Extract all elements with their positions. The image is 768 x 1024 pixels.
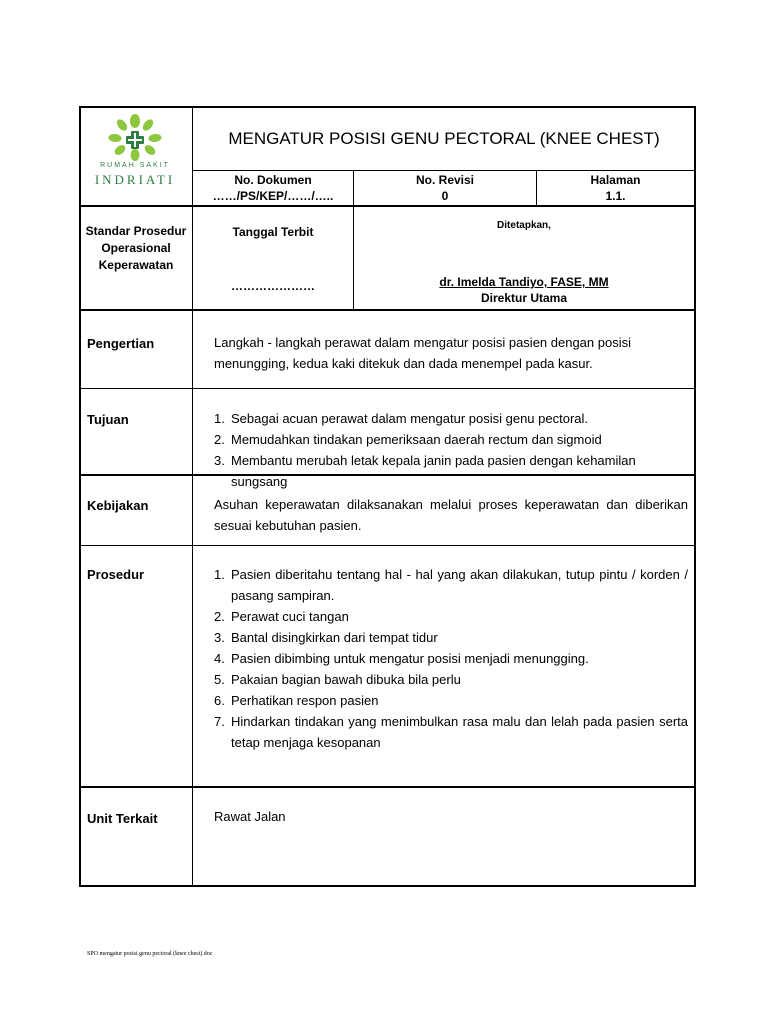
tujuan-item-number: 1. [214,411,225,426]
tujuan-item-text: Membantu merubah letak kepala janin pada pasien dengan kehamilan sungsang [231,453,636,489]
prosedur-item-text: Hindarkan tindakan yang menimbulkan rasa malu dan lelah pada pasien serta tetap menjaga kesopanan [231,714,688,750]
tanggal-terbit-label: Tanggal Terbit [232,225,314,239]
prosedur-item [214,564,688,606]
table-column-divider [192,106,193,887]
prosedur-item [214,690,688,711]
pengertian-row-divider [79,388,696,389]
tujuan-item-text: Memudahkan tindakan pemeriksaan daerah rectum dan sigmoid [231,432,602,447]
tujuan-item [214,408,688,429]
prosedur-item [214,627,688,648]
prosedur-item-number: 7. [214,714,225,729]
prosedur-list [214,564,688,753]
prosedur-item-text: Pakaian bagian bawah dibuka bila perlu [231,672,461,687]
kebijakan-label: Kebijakan [87,498,149,513]
prosedur-item-number: 2. [214,609,225,624]
unit-terkait-label: Unit Terkait [87,811,158,826]
no-revisi-cell [354,170,536,206]
tujuan-label: Tujuan [87,412,129,427]
prosedur-item-number: 6. [214,693,225,708]
table-border-right [694,106,696,887]
tujuan-item-number: 3. [214,453,225,468]
halaman-cell [537,170,694,206]
document-title: MENGATUR POSISI GENU PECTORAL (KNEE CHEST) [228,129,660,148]
prosedur-item-number: 4. [214,651,225,666]
no-revisi-label: No. Revisi [415,173,475,187]
prosedur-item-text: Perhatikan respon pasien [231,693,379,708]
prosedur-item-text: Perawat cuci tangan [231,609,349,624]
signer-title: Direktur Utama [480,291,568,305]
tanggal-terbit-value: ………………… [231,279,315,293]
spo-side-label [80,223,192,274]
no-dokumen-cell [193,170,353,206]
prosedur-item-number: 3. [214,630,225,645]
logo-top-text: RUMAH SAKIT [100,162,170,169]
prosedur-item-text: Pasien diberitahu tentang hal - hal yang akan dilakukan, tutup pintu / korden / pasang sampiran. [231,567,688,603]
prosedur-item-number: 5. [214,672,225,687]
prosedur-row-divider [79,786,696,788]
unit-terkait-text: Rawat Jalan [214,809,286,824]
tujuan-item [214,450,688,492]
spo-side-label-line3: Keperawatan [98,258,174,272]
prosedur-item-number: 1. [214,567,225,582]
kebijakan-text: Asuhan keperawatan dilaksanakan melalui proses keperawatan dan diberikan sesuai kebutuhan pasien. [214,497,688,533]
prosedur-item-text: Pasien dibimbing untuk mengatur posisi menjadi menungging. [231,651,589,666]
spo-side-label-line2: Operasional [101,241,171,255]
pengertian-text: Langkah - langkah perawat dalam mengatur posisi pasien dengan posisi menungging, kedua kaki ditekuk dan dada menempel pada kasur. [214,335,631,371]
halaman-value: 1.1. [605,189,626,203]
spo-row-divider [79,309,696,311]
tujuan-item [214,429,688,450]
no-revisi-value: 0 [441,189,449,203]
table-border-bottom [79,885,696,887]
kebijakan-row-divider [79,545,696,546]
tujuan-item-number: 2. [214,432,225,447]
prosedur-item-text: Bantal disingkirkan dari tempat tidur [231,630,438,645]
footer-filename: SPO mengatur posisi genu pectoral (knee chest).doc [87,951,213,957]
no-dokumen-value: ……/PS/KEP/……/….. [212,189,334,203]
prosedur-label: Prosedur [87,567,145,582]
pengertian-label: Pengertian [87,336,155,351]
logo-main-text: INDRIATI [94,172,176,187]
signer-name: dr. Imelda Tandiyo, FASE, MM [439,275,609,289]
tujuan-item-text: Sebagai acuan perawat dalam mengatur posisi genu pectoral. [231,411,589,426]
ditetapkan-label: Ditetapkan, [497,220,551,231]
halaman-label: Halaman [590,173,641,187]
hospital-logo-icon [106,114,164,162]
tujuan-list [214,408,688,492]
prosedur-item [214,606,688,627]
prosedur-item [214,648,688,669]
no-dokumen-label: No. Dokumen [234,173,312,187]
spo-side-label-line1: Standar Prosedur [85,224,187,238]
prosedur-item [214,669,688,690]
prosedur-item [214,711,688,753]
